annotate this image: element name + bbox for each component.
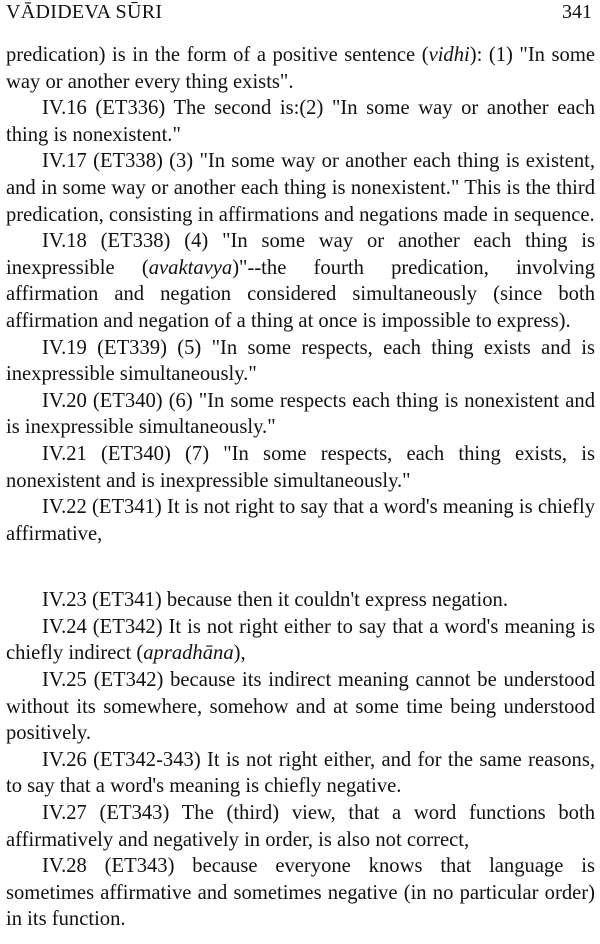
paragraph-iv28 [6, 853, 595, 933]
paragraph-text: )"--the fourth predication, involving affirmation and negation considered simultaneously (since both affirmation and negation of a thing at once is impossible to express). [6, 256, 595, 332]
paragraph-text: IV.25 (ET342) because its indirect meaning cannot be understood without its somewhere, somehow and at some time being understood positively. [6, 669, 595, 745]
paragraph-iv27 [6, 800, 595, 853]
paragraph-iv25 [6, 667, 595, 747]
paragraph-text: IV.26 (ET342-343) It is not right either, and for the same reasons, to say that a word's meaning is chiefly negative. [6, 748, 595, 798]
paragraph-continuation [6, 42, 595, 95]
paragraph-text: IV.28 (ET343) because everyone knows that language is sometimes affirmative and sometimes negative (in no particular order) in its function. [6, 855, 595, 931]
paragraph-text: ), [233, 642, 246, 665]
page-number: 341 [562, 1, 592, 23]
paragraph-text: IV.19 (ET339) (5) "In some respects, each thing exists and is inexpressible simultaneously." [6, 336, 595, 386]
body-text [6, 42, 595, 933]
running-header [0, 0, 600, 30]
italic-term: avaktavya [148, 256, 233, 279]
paragraph-text: ): (1) "In some way or another every thing exists". [6, 44, 595, 93]
paragraph-iv17 [6, 148, 595, 228]
paragraph-iv21 [6, 441, 595, 494]
paragraph-iv18 [6, 228, 595, 334]
paragraph-text: IV.16 (ET336) The second is:(2) "In some way or another each thing is nonexistent." [6, 97, 595, 146]
paragraph-text: IV.21 (ET340) (7) "In some respects, each thing exists, is nonexistent and is inexpressible simultaneously." [6, 442, 595, 492]
paragraph-text: IV.27 (ET343) The (third) view, that a word functions both affirmatively and negatively in order, is also not correct, [6, 802, 595, 851]
paragraph-iv23 [6, 587, 595, 614]
running-head-title: VĀDIDEVA SŪRI [6, 1, 163, 23]
paragraph-iv26 [6, 747, 595, 800]
italic-term: apradhāna [143, 642, 234, 665]
paragraph-iv19 [6, 335, 595, 388]
paragraph-text: IV.18 (ET338) (4) "In some way or another each thing is inexpressible ( [6, 230, 595, 279]
paragraph-text: IV.17 (ET338) (3) "In some way or another each thing is existent, and in some way or another each thing is nonexistent." This is the third predication, consisting in affirmations and negations made in sequence. [6, 150, 595, 226]
paragraph-text: IV.24 (ET342) It is not right either to say that a word's meaning is chiefly indirect ( [6, 615, 595, 665]
paragraph-text: IV.20 (ET340) (6) "In some respects each thing is nonexistent and is inexpressible simultaneously." [6, 389, 595, 439]
paragraph-iv24 [6, 614, 595, 667]
paragraph-iv22 [6, 494, 595, 547]
italic-term: vidhi [428, 44, 470, 66]
paragraph-iv16 [6, 95, 595, 148]
paragraph-text: predication) is in the form of a positive sentence ( [6, 44, 429, 66]
paragraph-text: IV.23 (ET341) because then it couldn't express negation. [42, 589, 508, 612]
paragraph-iv20 [6, 388, 595, 441]
paragraph-text: IV.22 (ET341) It is not right to say that a word's meaning is chiefly affirmative, [6, 496, 595, 545]
